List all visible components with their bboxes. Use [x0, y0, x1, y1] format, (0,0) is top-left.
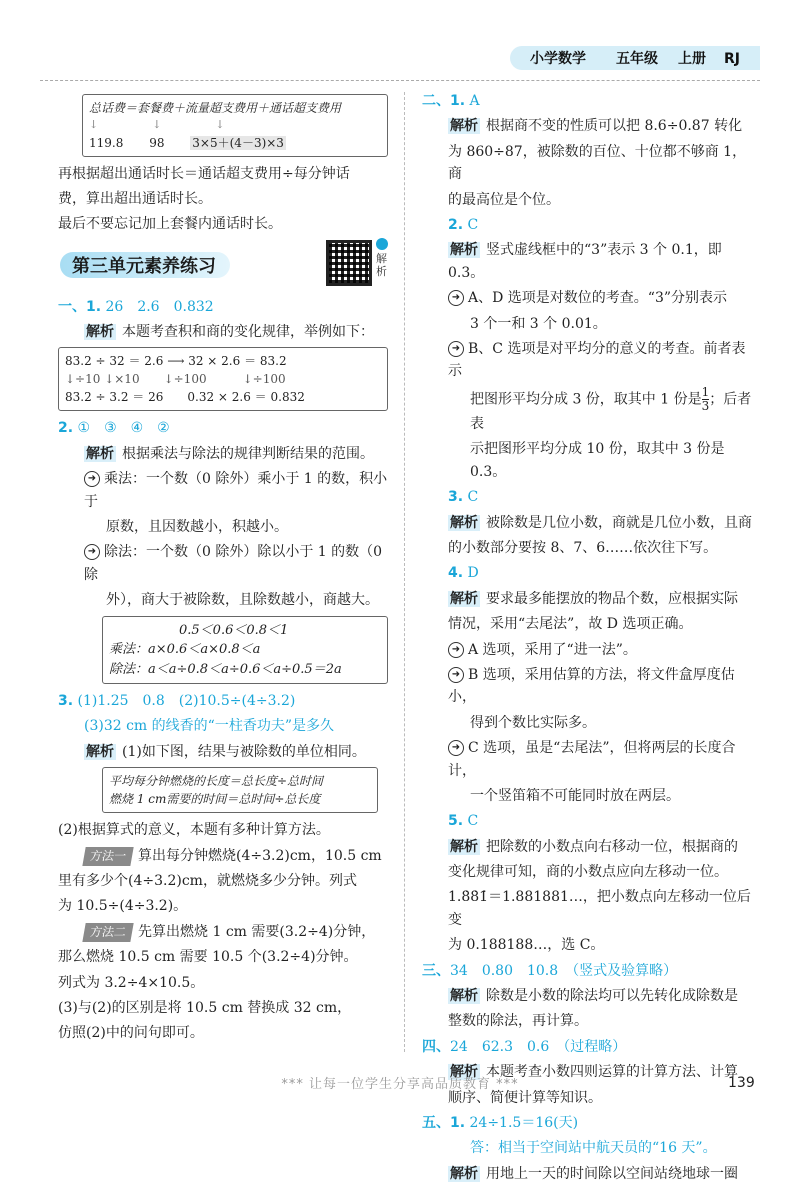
q2-box-row3: 除法：a＜a÷0.8＜a÷0.6＜a÷0.5＝2a [109, 661, 342, 677]
s2q2-answer-text: C [467, 216, 479, 233]
text-p1: 再根据超出通话时长＝通话超支费用÷每分钟话 [58, 165, 350, 182]
s2q1-exp2: 为 860÷87，被除数的百位、十位都不够商 1，商 [448, 143, 747, 183]
s5-answer-text-2: 答：相当于空间站中航天员的“16 天”。 [470, 1140, 717, 1157]
s2q2-a2 [422, 338, 752, 383]
method1-tag: 方法一 [82, 847, 133, 866]
s2q4-exp1: 要求最多能摆放的物品个数，应根据实际 [486, 590, 738, 607]
s2q2-a1 [422, 287, 752, 309]
analysis-tag: 解析 [450, 988, 478, 1005]
s2q4-a2b: 得到个数比实际多。 [470, 714, 596, 731]
header-subject: 小学数学 [530, 51, 586, 67]
s2q4-a3b: 一个竖笛箱不可能同时放在两层。 [470, 787, 680, 804]
s2q5-exp1: 把除数的小数点向右移动一位，根据商的 [486, 838, 738, 855]
s2q4-answer [422, 562, 752, 584]
fee-total: 119.8 [89, 135, 124, 150]
q1-explanation [58, 321, 388, 343]
q3-explanation [58, 741, 388, 763]
s4-answer-text: 24 62.3 0.6 （过程略） [450, 1038, 627, 1055]
q3-number: 3. [58, 693, 74, 710]
q3-part3b: 仿照(2)中的问句即可。 [58, 1025, 204, 1042]
fee-package: 98 [149, 135, 165, 150]
page-footer: *** 让每一位学生分享高品质教育 *** [281, 1077, 519, 1092]
s2q4-a1 [422, 639, 752, 661]
analysis-tag: 解析 [450, 118, 478, 135]
q2-exp-text: 根据乘法与除法的规律判断结果的范围。 [122, 445, 374, 462]
s2q5-exp [422, 836, 752, 858]
s5-exp1: 用地上一天的时间除以空间站绕地球一圈 [486, 1165, 738, 1182]
s2q5-exp2: 变化规律可知，商的小数点应向左移动一位。 [448, 864, 728, 881]
text-p1b: 费，算出超出通话时长。 [58, 190, 212, 207]
unit-title [58, 246, 388, 286]
page-header [0, 32, 800, 82]
analysis-tag: 解析 [450, 838, 478, 855]
q1-answer [58, 296, 388, 318]
qr-label [376, 238, 392, 278]
circle-arrow-icon: ➜ [448, 290, 464, 306]
page-number: 139 [728, 1075, 755, 1091]
q1-example-box [58, 347, 388, 411]
circle-arrow-icon: ➜ [448, 740, 464, 756]
q1-box-row1: 83.2 ÷ 32 ＝ 2.6 ⟶ 32 × 2.6 ＝ 83.2 [65, 354, 287, 369]
s2q5-answer-text: C [467, 813, 479, 830]
s2q1-answer [422, 90, 752, 112]
s2q2-a2-text: B、C 选项是对平均分的意义的考查。前者表示 [448, 340, 746, 380]
s2q3-exp2: 的小数部分要按 8、7、6……依次往下写。 [448, 540, 718, 557]
circle-arrow-icon: ➜ [448, 341, 464, 357]
q1-box-row2: ↓÷10 ↓×10 ↓÷100 ↓÷100 [65, 372, 286, 387]
method1-text3: 为 10.5÷(4÷3.2)。 [58, 898, 188, 915]
s2q3-number: 3. [448, 489, 464, 506]
s5-answer-text: 24÷1.5＝16(天) [469, 1115, 579, 1131]
s3-exp1: 除数是小数的除法均可以先转化成除数是 [486, 988, 738, 1005]
s5-exp [422, 1163, 752, 1185]
circle-arrow-icon: ➜ [448, 667, 464, 683]
s5-answer [422, 1112, 752, 1134]
q2-explanation [58, 443, 388, 465]
s2q5-exp3: 1.8̇8̇1̇＝1.881881…，把小数点向左移动一位后变 [448, 889, 751, 928]
s2q2-exp1: 竖式虚线框中的“3”表示 3 个 0.1，即 0.3。 [448, 242, 722, 281]
method1 [58, 845, 388, 867]
right-column [422, 90, 752, 1188]
fee-data-calc: 3×5＋(4－3)×3 [192, 135, 284, 150]
s2q2-a2c: 示把图形平均分成 10 份，取其中 3 份是 0.3。 [470, 441, 725, 480]
method1-text1: 算出每分钟燃烧(4÷3.2)cm，10.5 cm [138, 847, 382, 864]
method2-text2: 那么燃烧 10.5 cm 需要 10.5 个(3.2÷4)分钟。 [58, 949, 358, 966]
s2q4-a1-text: A 选项，采用了“进一法”。 [468, 641, 637, 658]
q3-answer [58, 690, 388, 712]
s2q1-answer-text: A [469, 93, 480, 109]
qr-code-icon[interactable] [326, 240, 372, 286]
q2-div-text: 除法：一个数（0 除外）除以小于 1 的数（0 除 [84, 544, 383, 583]
fraction-numerator: 1 [701, 384, 710, 399]
header-volume: 上册 [678, 51, 706, 67]
s2q1-exp1: 根据商不变的性质可以把 8.6÷0.87 转化 [486, 118, 743, 135]
s2q4-exp2: 情况，采用“去尾法”，故 D 选项正确。 [448, 616, 693, 633]
s3-answer [422, 960, 752, 982]
qr-label-text: 解析 [376, 251, 387, 278]
s2q2-a1b: 3 个一和 3 个 0.01。 [470, 315, 607, 332]
s3-exp [422, 985, 752, 1007]
analysis-tag: 解析 [86, 445, 114, 462]
circle-arrow-icon: ➜ [84, 544, 100, 560]
s2q2-a2b [422, 386, 752, 436]
s3-number: 三、 [422, 962, 450, 979]
text-p2: 最后不要忘记加上套餐内通话时长。 [58, 216, 282, 233]
method2-text3: 列式为 3.2÷4×10.5。 [58, 974, 205, 991]
s2q4-a2 [422, 664, 752, 709]
s2q4-answer-text: D [467, 565, 479, 582]
left-column [58, 90, 388, 1048]
method2-tag: 方法二 [82, 923, 133, 942]
q2-compare-box [102, 616, 388, 685]
play-icon [376, 238, 388, 250]
s4-number: 四、 [422, 1038, 450, 1055]
s2q1-number: 二、1. [422, 93, 466, 109]
s2q2-number: 2. [448, 216, 464, 233]
s3-exp2: 整数的除法，再计算。 [448, 1013, 588, 1030]
fee-formula-arrows: ↓ ↓ ↓ [89, 118, 227, 131]
fee-formula-line1: 总话费＝套餐费＋流量超支费用＋通话超支费用 [89, 101, 342, 115]
s2q4-number: 4. [448, 565, 464, 582]
s2q3-exp [422, 512, 752, 534]
s4-exp2: 顺序、简便计算等知识。 [448, 1089, 602, 1106]
analysis-tag: 解析 [450, 1064, 478, 1081]
unit-title-text: 第三单元素养练习 [72, 255, 216, 277]
s3-answer-text: 34 0.80 10.8 （竖式及验算略） [450, 962, 678, 979]
fee-formula-line2 [89, 134, 381, 152]
q2-answer-text: ① ③ ④ ② [77, 420, 170, 437]
s2q5-answer [422, 810, 752, 832]
q3-exp-text: (1)如下图，结果与被除数的单位相同。 [122, 743, 366, 760]
analysis-tag: 解析 [450, 1165, 478, 1182]
s4-answer [422, 1036, 752, 1058]
s4-exp1: 本题考查小数四则运算的计算方法、计算 [486, 1064, 738, 1081]
q3-box-row1: 平均每分钟燃烧的长度＝总长度÷总时间 [109, 774, 324, 789]
s2q4-a2-text: B 选项，采用估算的方法，将文件盒厚度估小， [448, 666, 735, 706]
header-bar [510, 46, 760, 70]
method2 [58, 921, 388, 943]
s2q5-number: 5. [448, 813, 464, 830]
s2q2-exp [422, 239, 752, 284]
s2q1-exp3: 的最高位是个位。 [448, 191, 560, 208]
circle-arrow-icon: ➜ [448, 642, 464, 658]
q2-box-row1: 0.5＜0.6＜0.8＜1 [179, 622, 289, 638]
s2q4-exp [422, 588, 752, 610]
q2-mul-text: 乘法：一个数（0 除外）乘小于 1 的数，积小于 [84, 471, 388, 510]
s2q3-answer [422, 486, 752, 508]
s2q4-a3 [422, 737, 752, 782]
method2-text1: 先算出燃烧 1 cm 需要(3.2÷4)分钟， [138, 923, 376, 940]
analysis-tag: 解析 [86, 324, 114, 341]
analysis-tag: 解析 [450, 242, 478, 259]
s2q2-a2b-pre: 把图形平均分成 3 份，取其中 1 份是 [470, 391, 702, 408]
q3-part2: (2)根据算式的意义，本题有多种计算方法。 [58, 822, 330, 839]
q3-box-row2: 燃烧 1 cm需要的时间＝总时间÷总长度 [109, 792, 321, 807]
header-rule [40, 80, 760, 81]
header-edition: RJ [724, 51, 740, 67]
s2q3-answer-text: C [467, 489, 479, 506]
q3-answer-text-2: (3)32 cm 的线香的“一柱香功夫”是多久 [84, 718, 334, 735]
q2-number: 2. [58, 420, 74, 437]
q1-box-row3: 83.2 ÷ 3.2 ＝ 26 0.32 × 2.6 ＝ 0.832 [65, 390, 305, 405]
s2q2-a1-text: A、D 选项是对数位的考查。“3”分别表示 [468, 290, 728, 307]
q2-div [58, 541, 388, 586]
s2q1-exp [422, 115, 752, 137]
q2-answer [58, 417, 388, 439]
fraction-denominator: 3 [701, 398, 710, 413]
analysis-tag: 解析 [450, 590, 478, 607]
circle-arrow-icon: ➜ [84, 471, 100, 487]
s2q5-exp4: 为 0.188188…，选 C。 [448, 937, 605, 954]
s2q2-a2b-post: ；后者表 [470, 391, 752, 433]
q1-answer-text: 26 2.6 0.832 [105, 298, 214, 315]
s2q4-a3-text: C 选项，虽是“去尾法”，但将两层的长度合计， [448, 740, 736, 779]
s2q3-exp1: 被除数是几位小数，商就是几位小数，且商 [486, 514, 752, 531]
method1-text2: 里有多少个(4÷3.2)cm，就燃烧多少分钟。列式 [58, 873, 357, 890]
q2-mul [58, 468, 388, 513]
column-divider [404, 92, 405, 1052]
fee-formula-box [82, 94, 388, 157]
s5-number: 五、1. [422, 1115, 466, 1131]
q1-exp-text: 本题考查积和商的变化规律，举例如下： [122, 324, 374, 341]
q1-number: 一、1. [58, 298, 102, 315]
q2-mul-text-b: 原数，且因数越小，积越小。 [106, 519, 288, 536]
analysis-tag: 解析 [86, 743, 114, 760]
q3-answer-text: (1)1.25 0.8 (2)10.5÷(4÷3.2) [77, 693, 296, 710]
q2-div-text-b: 外），商大于被除数，且除数越小，商越大。 [106, 592, 379, 609]
analysis-tag: 解析 [450, 514, 478, 531]
s2q2-answer [422, 214, 752, 236]
q2-box-row2: 乘法：a×0.6＜a×0.8＜a [109, 642, 261, 658]
q3-formula-box [102, 767, 378, 813]
header-grade: 五年级 [616, 51, 658, 67]
q3-part3: (3)与(2)的区别是将 10.5 cm 替换成 32 cm， [58, 999, 352, 1016]
